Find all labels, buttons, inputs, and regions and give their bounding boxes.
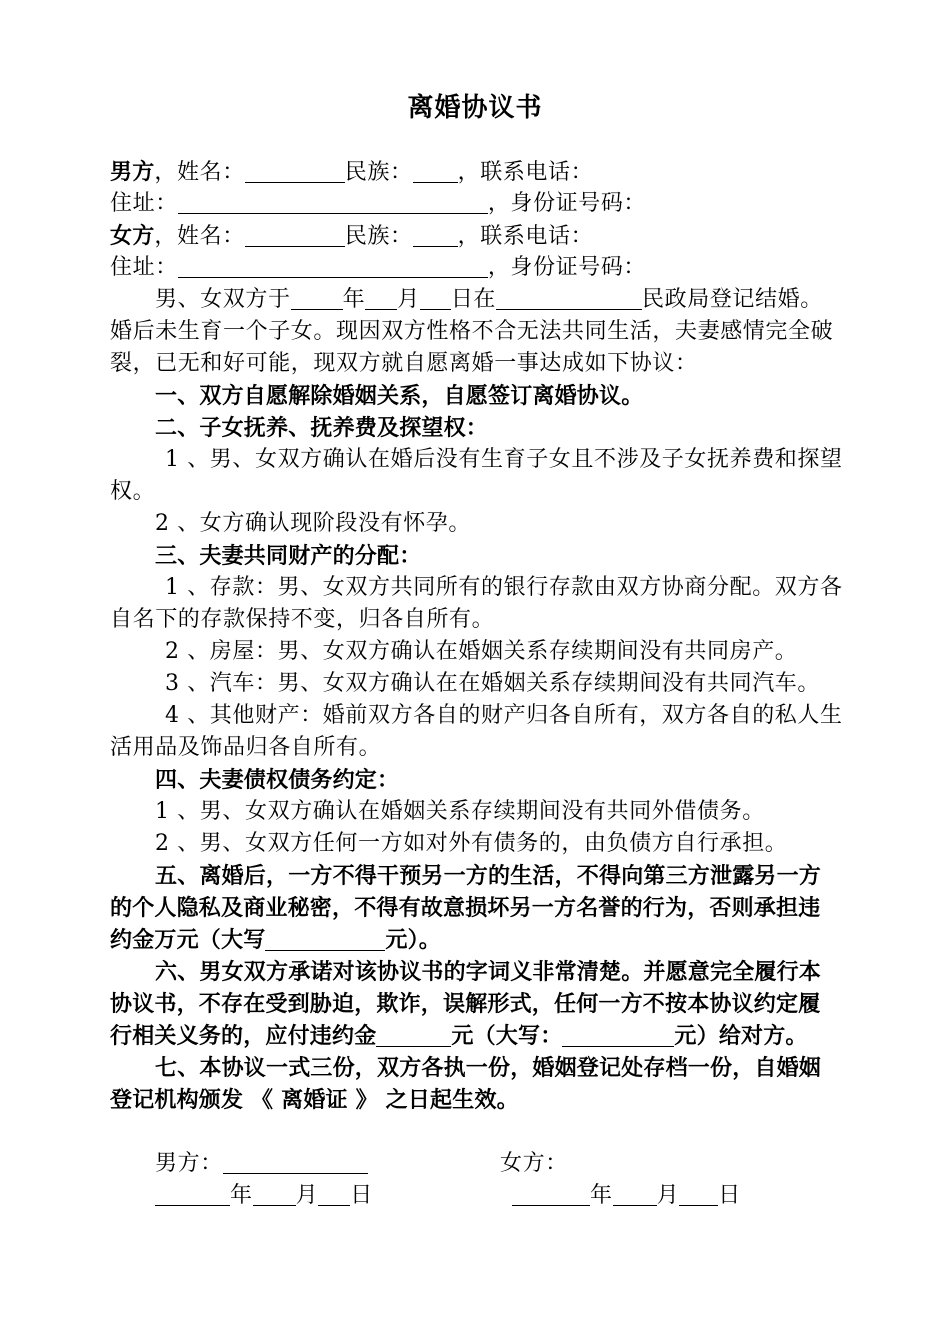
section-5-penalty-line xyxy=(110,924,840,956)
signature-date-line xyxy=(110,1180,840,1212)
female-date-month-label: 月 xyxy=(656,1183,680,1208)
male-signature-date xyxy=(155,1180,373,1212)
spacer xyxy=(110,1116,840,1148)
male-ethnicity-blank xyxy=(413,162,458,183)
section-2-line: 权。 xyxy=(110,479,156,504)
section-3-heading: 三、夫妻共同财产的分配： xyxy=(155,543,422,569)
intro-marriage-line xyxy=(110,284,840,316)
male-date-day-blank xyxy=(318,1185,350,1206)
male-signature xyxy=(155,1148,368,1180)
female-label: 女方 xyxy=(110,223,155,249)
male-name-label: ，姓名： xyxy=(154,160,245,185)
signature-line xyxy=(110,1148,840,1180)
section-5-line: 五、离婚后，一方不得干预另一方的生活，不得向第三方泄露另一方 xyxy=(155,863,822,889)
section-6-tail-suffix: 元）给对方。 xyxy=(674,1023,808,1049)
section-3-line: 活用品及饰品归各自所有。 xyxy=(110,735,382,760)
intro-month: 月 xyxy=(397,287,420,312)
civil-affairs-bureau-blank xyxy=(496,289,642,310)
female-signature-label: 女方： xyxy=(500,1151,568,1176)
male-signature-label: 男方： xyxy=(155,1151,223,1176)
intro-year: 年 xyxy=(342,287,366,312)
female-name-blank xyxy=(245,226,345,247)
female-date-year-blank xyxy=(512,1185,590,1206)
section-5-tail-prefix: 约金万元（大写 xyxy=(110,927,266,953)
section-4-line: 2 、男、女双方任何一方如对外有债务的，由负债方自行承担。 xyxy=(155,831,788,856)
section-2-line: 1 、男、女双方确认在婚后没有生育子女且不涉及子女抚养费和探望 xyxy=(165,447,843,472)
marriage-year-blank xyxy=(291,289,343,310)
female-signature xyxy=(500,1148,568,1180)
section-5-line: 的个人隐私及商业秘密，不得有故意损坏另一方名誉的行为，否则承担违 xyxy=(110,895,821,921)
section-7-line: 登记机构颁发 《 离婚证 》 之日起生效。 xyxy=(110,1087,519,1113)
female-date-day-blank xyxy=(679,1185,718,1206)
male-date-month-blank xyxy=(253,1185,296,1206)
male-name-blank xyxy=(245,162,345,183)
agreement-body xyxy=(110,156,843,1212)
marriage-day-blank xyxy=(420,289,451,310)
section-6-line: 协议书，不存在受到胁迫，欺诈，误解形式，任何一方不按本协议约定履 xyxy=(110,991,821,1017)
male-address-line xyxy=(110,188,840,220)
penalty-amount-words-blank xyxy=(562,1026,674,1047)
marriage-month-blank xyxy=(365,289,397,310)
female-date-year-label: 年 xyxy=(590,1183,613,1208)
intro-line: 裂，已无和好可能，现双方就自愿离婚一事达成如下协议： xyxy=(110,351,698,376)
section-6-tail-middle: 元（大写： xyxy=(451,1023,563,1049)
female-address-blank xyxy=(178,257,488,278)
male-ethnicity-label: 民族： xyxy=(344,160,413,185)
section-2-line: 2 、女方确认现阶段没有怀孕。 xyxy=(155,511,471,536)
male-label: 男方 xyxy=(110,159,155,185)
section-6-penalty-line xyxy=(110,1020,840,1052)
intro-line: 婚后未生育一个子女。现因双方性格不合无法共同生活，夫妻感情完全破 xyxy=(110,319,834,344)
section-3-line: 3 、汽车：男、女双方确认在在婚姻关系存续期间没有共同汽车。 xyxy=(165,671,820,696)
female-ethnicity-blank xyxy=(413,226,458,247)
female-signature-date xyxy=(512,1180,741,1212)
male-id-label: ，身份证号码： xyxy=(487,191,647,216)
female-date-month-blank xyxy=(613,1185,657,1206)
female-date-day-label: 日 xyxy=(718,1183,741,1208)
male-info-line xyxy=(110,156,840,188)
female-info-line xyxy=(110,220,840,252)
document-title: 离婚协议书 xyxy=(407,93,543,123)
intro-married-suffix: 民政局登记结婚。 xyxy=(642,287,823,312)
female-phone-label: ，联系电话： xyxy=(457,224,594,249)
female-name-label: ，姓名： xyxy=(154,224,245,249)
intro-day-at: 日在 xyxy=(450,287,497,312)
section-6-line: 六、男女双方承诺对该协议书的字词义非常清楚。并愿意完全履行本 xyxy=(155,959,822,985)
intro-married-prefix: 男、女双方于 xyxy=(155,287,291,312)
section-3-line: 自名下的存款保持不变，归各自所有。 xyxy=(110,607,495,632)
section-2-heading: 二、子女抚养、抚养费及探望权： xyxy=(155,415,489,441)
section-7-line: 七、本协议一式三份，双方各执一份，婚姻登记处存档一份，自婚姻 xyxy=(155,1055,822,1081)
male-date-month-label: 月 xyxy=(295,1183,319,1208)
female-address-line xyxy=(110,252,840,284)
penalty-amount-words-blank xyxy=(265,930,385,951)
section-3-line: 1 、存款：男、女双方共同所有的银行存款由双方协商分配。双方各 xyxy=(165,575,843,600)
male-address-blank xyxy=(178,193,488,214)
section-3-line: 2 、房屋：男、女双方确认在婚姻关系存续期间没有共同房产。 xyxy=(165,639,798,664)
section-4-heading: 四、夫妻债权债务约定： xyxy=(155,767,400,793)
female-address-label: 住址： xyxy=(110,255,178,280)
male-signature-blank xyxy=(223,1153,368,1174)
male-date-year-label: 年 xyxy=(230,1183,253,1208)
male-phone-label: ，联系电话： xyxy=(457,160,594,185)
female-id-label: ，身份证号码： xyxy=(487,255,647,280)
section-3-line: 4 、其他财产：婚前双方各自的财产归各自所有，双方各自的私人生 xyxy=(165,703,843,728)
section-6-tail-prefix: 行相关义务的，应付违约金 xyxy=(110,1023,377,1049)
penalty-amount-blank xyxy=(376,1026,451,1047)
male-address-label: 住址： xyxy=(110,191,178,216)
section-1-heading: 一、双方自愿解除婚姻关系，自愿签订离婚协议。 xyxy=(155,383,644,409)
section-5-tail-suffix: 元）。 xyxy=(385,927,442,953)
male-date-year-blank xyxy=(155,1185,230,1206)
female-ethnicity-label: 民族： xyxy=(344,224,413,249)
male-date-day-label: 日 xyxy=(350,1183,373,1208)
section-4-line: 1 、男、女双方确认在婚姻关系存续期间没有共同外借债务。 xyxy=(155,799,765,824)
